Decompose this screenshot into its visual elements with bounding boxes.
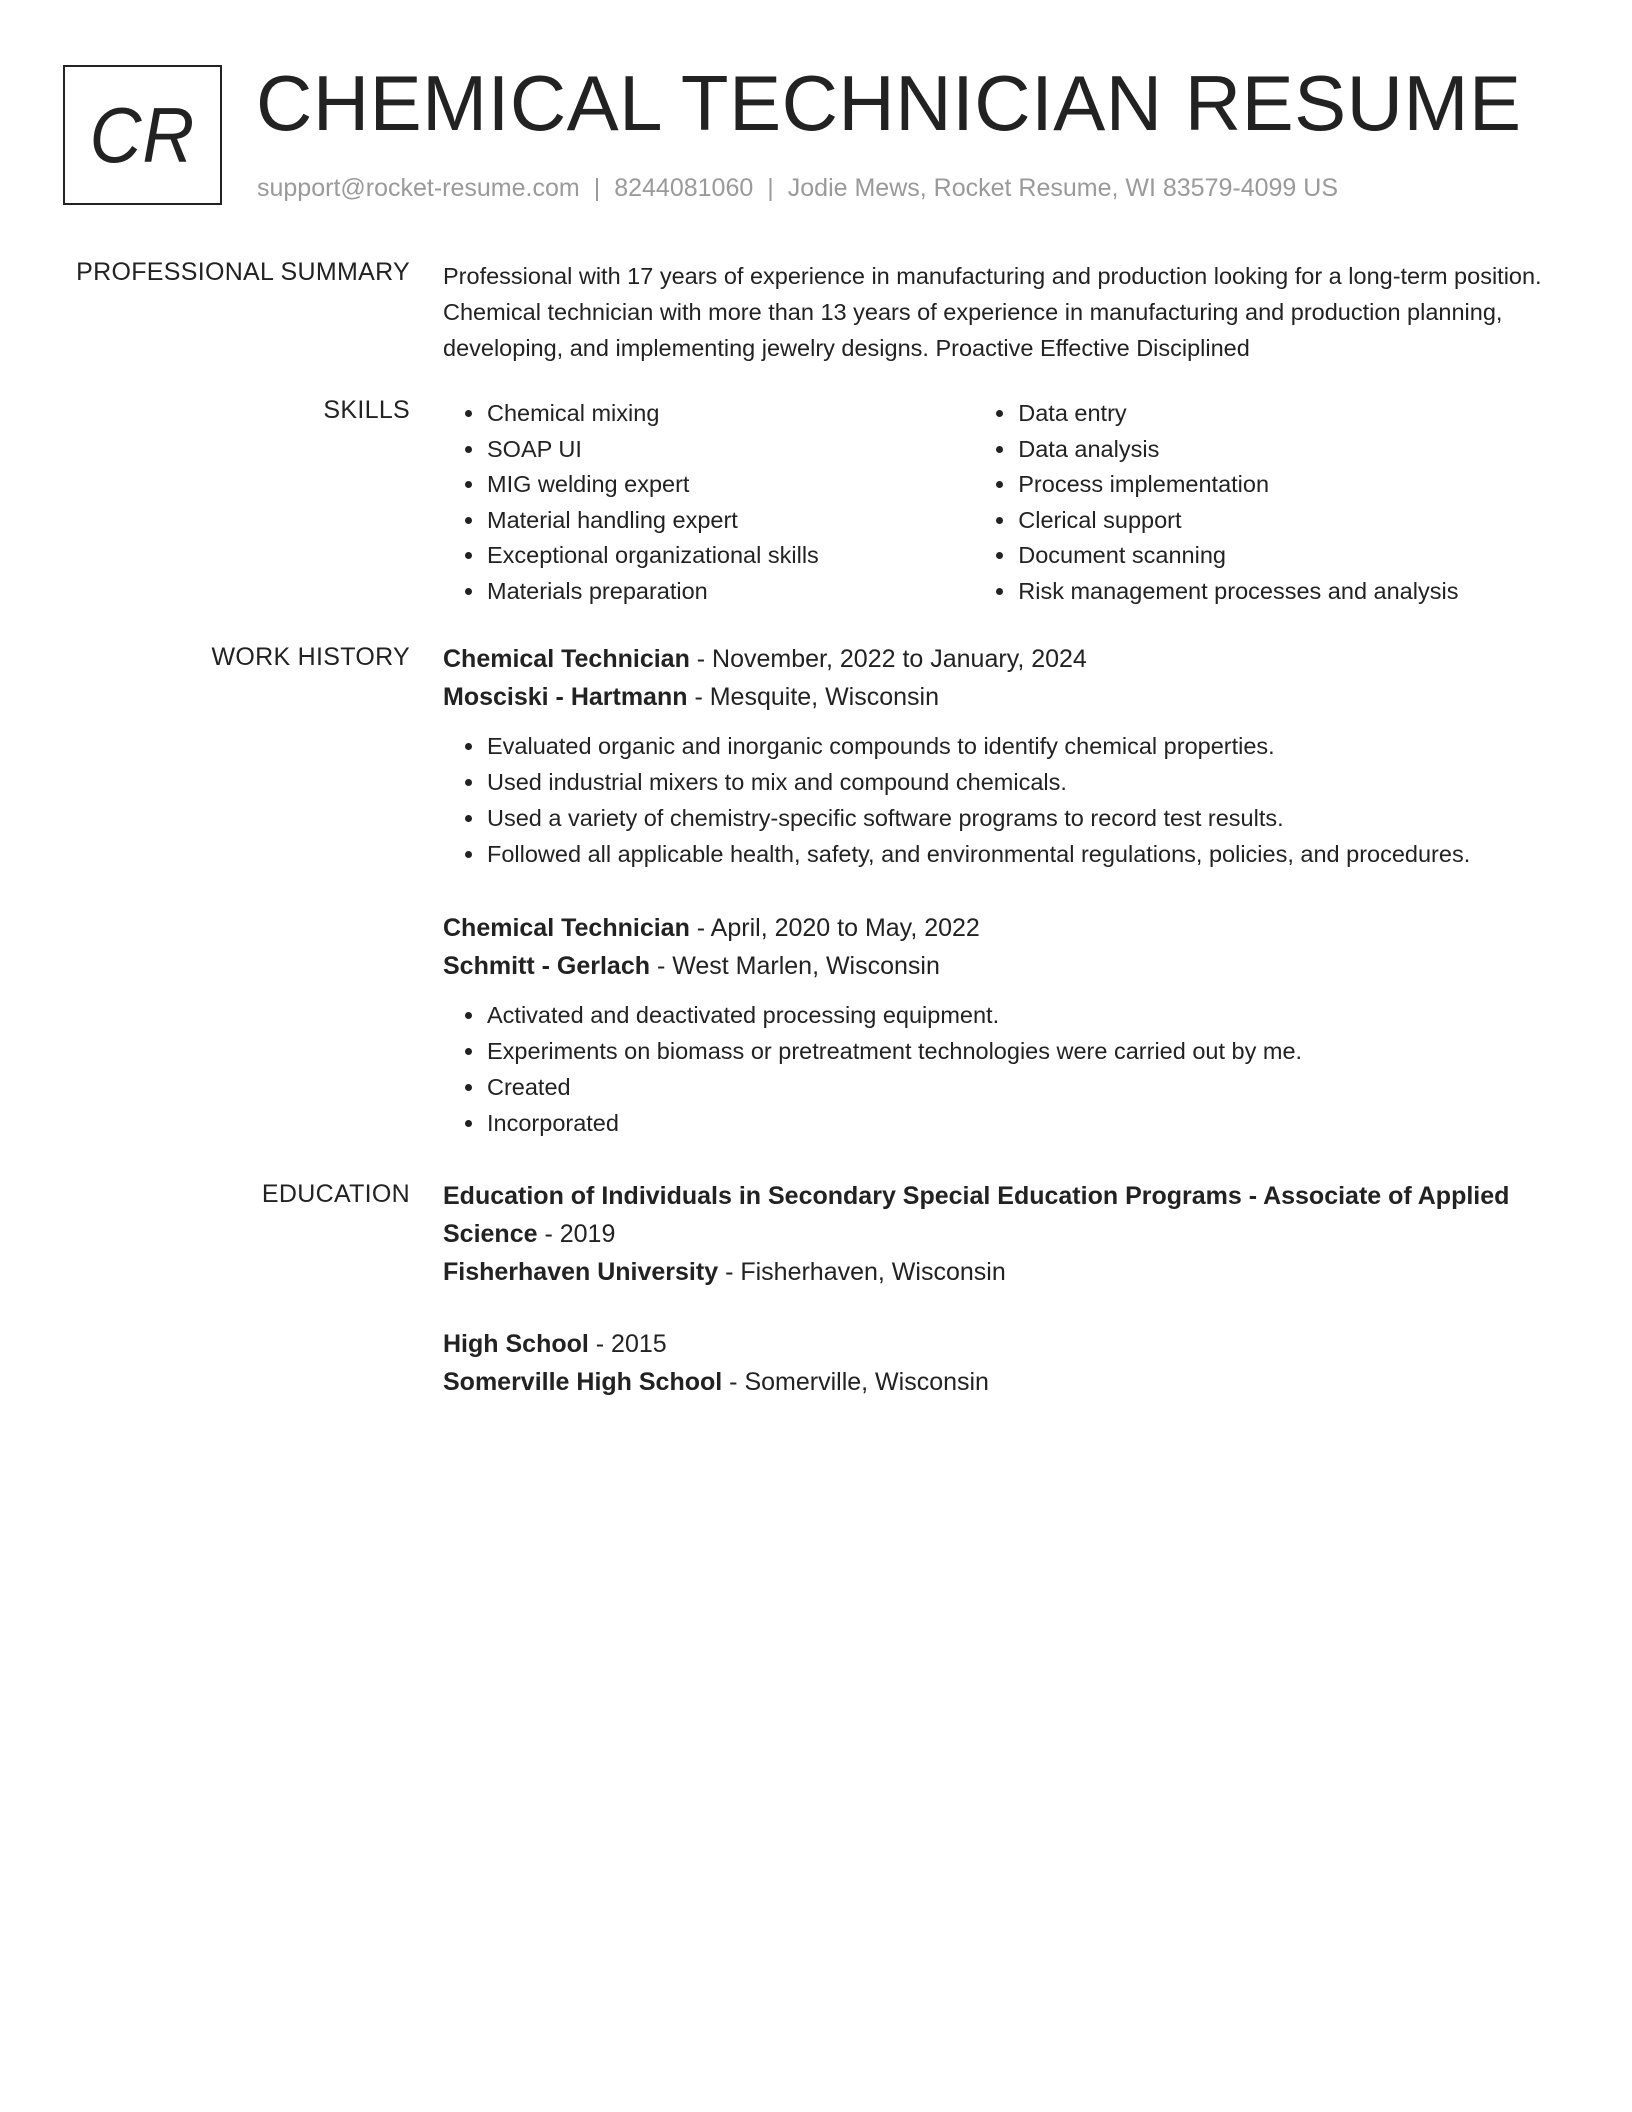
skill-item: • Process implementation <box>1017 467 1563 503</box>
job-entry <box>443 909 1563 1141</box>
education-degree-line <box>443 1325 1563 1363</box>
summary-text: Professional with 17 years of experience in manufacturing and production looking for a long-term position. Chemical technician with more than 13 years of experience in manufacturing and production planning, developing, and implementing jewelry designs. Proactive Effective Disciplined <box>443 263 1542 361</box>
section-label-summary: PROFESSIONAL SUMMARY <box>76 258 410 286</box>
skill-item: • Material handling expert <box>486 503 974 539</box>
job-location: - West Marlen, Wisconsin <box>650 952 940 980</box>
education-degree: Education of Individuals in Secondary Special Education Programs - Associate of Applied Science <box>443 1182 1510 1248</box>
education-school-line <box>443 1253 1563 1291</box>
job-title-line <box>443 909 1563 947</box>
job-bullet: • Followed all applicable health, safety, and environmental regulations, policies, and procedures. <box>486 836 1563 872</box>
contact-line <box>257 174 1338 203</box>
job-title: Chemical Technician <box>443 914 690 942</box>
monogram-initials: CR <box>89 90 196 179</box>
skill-item: • Data entry <box>1017 396 1563 432</box>
skills-column-left <box>443 396 974 609</box>
job-bullet: • Evaluated organic and inorganic compounds to identify chemical properties. <box>486 728 1563 764</box>
job-bullet: • Created <box>486 1069 1563 1105</box>
monogram-box <box>63 65 222 205</box>
job-dates: - April, 2020 to May, 2022 <box>689 914 980 942</box>
job-bullet: • Activated and deactivated processing equipment. <box>486 997 1563 1033</box>
education-entry <box>443 1325 1563 1401</box>
contact-phone[interactable]: 8244081060 <box>614 174 754 202</box>
contact-separator: | <box>767 174 774 202</box>
education-location: - Fisherhaven, Wisconsin <box>718 1258 1006 1286</box>
job-company: Schmitt - Gerlach <box>443 952 650 980</box>
job-company: Mosciski - Hartmann <box>443 683 688 711</box>
contact-address: Jodie Mews, Rocket Resume, WI 83579-4099 US <box>787 174 1339 202</box>
education-school-line <box>443 1363 1563 1401</box>
education-degree-line <box>443 1177 1563 1253</box>
skill-item: • SOAP UI <box>486 432 974 468</box>
job-bullet: • Experiments on biomass or pretreatment technologies were carried out by me. <box>486 1033 1563 1069</box>
education-school: Fisherhaven University <box>443 1258 719 1286</box>
education-degree: High School <box>443 1330 589 1358</box>
skill-item: • MIG welding expert <box>486 467 974 503</box>
education-entry <box>443 1177 1563 1291</box>
skill-item: • Chemical mixing <box>486 396 974 432</box>
skills-list <box>443 396 1563 609</box>
skill-item: • Materials preparation <box>486 574 974 610</box>
skills-column-right <box>974 396 1563 609</box>
education-location: - Somerville, Wisconsin <box>722 1368 989 1396</box>
job-bullet: • Used a variety of chemistry-specific software programs to record test results. <box>486 800 1563 836</box>
resume-title: CHEMICAL TECHNICIAN RESUME <box>256 59 1522 147</box>
contact-email[interactable]: support@rocket-resume.com <box>257 174 580 202</box>
education-year: - 2019 <box>537 1220 616 1248</box>
job-title-line <box>443 640 1563 678</box>
section-label-education: EDUCATION <box>261 1180 410 1208</box>
job-title: Chemical Technician <box>443 645 690 673</box>
job-bullets <box>443 728 1563 872</box>
job-company-line <box>443 678 1563 716</box>
job-bullet: • Used industrial mixers to mix and compound chemicals. <box>486 764 1563 800</box>
job-location: - Mesquite, Wisconsin <box>687 683 939 711</box>
skill-item: • Exceptional organizational skills <box>486 538 974 574</box>
education-school: Somerville High School <box>443 1368 723 1396</box>
education-year: - 2015 <box>588 1330 667 1358</box>
job-entry <box>443 640 1563 872</box>
section-label-work-history: WORK HISTORY <box>211 643 410 671</box>
skill-item: • Clerical support <box>1017 503 1563 539</box>
skill-item: • Data analysis <box>1017 432 1563 468</box>
skill-item: • Document scanning <box>1017 538 1563 574</box>
contact-separator: | <box>593 174 601 202</box>
job-bullet: • Incorporated <box>486 1105 1563 1141</box>
skill-item: • Risk management processes and analysis <box>1017 574 1563 610</box>
job-bullets <box>443 997 1563 1141</box>
job-dates: - November, 2022 to January, 2024 <box>689 645 1087 673</box>
job-company-line <box>443 947 1563 985</box>
section-label-skills: SKILLS <box>323 396 410 424</box>
